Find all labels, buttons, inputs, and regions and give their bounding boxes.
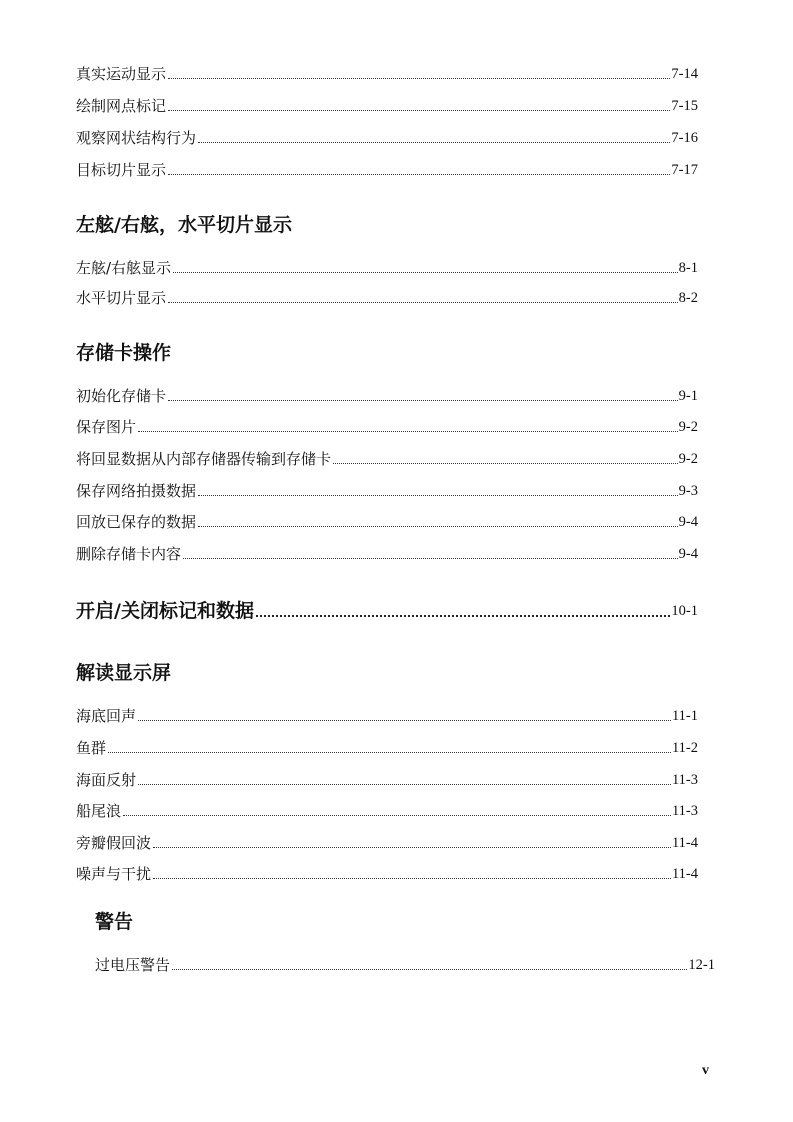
dot-leader xyxy=(172,968,687,970)
toc-main-entry[interactable] xyxy=(76,597,698,623)
dot-leader xyxy=(198,525,678,527)
toc-entry-page: 7-17 xyxy=(671,162,698,178)
toc-entry[interactable] xyxy=(76,415,698,437)
toc-entry-title: 保存图片 xyxy=(76,418,137,436)
toc-entry-page: 9-1 xyxy=(678,388,698,404)
dot-leader xyxy=(168,301,678,303)
dot-leader xyxy=(168,173,670,175)
toc-entry-title: 观察网状结构行为 xyxy=(76,129,197,147)
toc-entry-title: 海底回声 xyxy=(76,707,137,725)
dot-leader xyxy=(108,751,671,753)
toc-entry-title: 删除存储卡内容 xyxy=(76,545,182,563)
toc-entry[interactable] xyxy=(76,768,698,790)
toc-entry-page: 9-3 xyxy=(678,483,698,499)
toc-entry[interactable] xyxy=(76,126,698,148)
toc-entry[interactable] xyxy=(95,953,715,975)
toc-entry[interactable] xyxy=(76,479,698,501)
dot-leader xyxy=(198,141,670,143)
toc-entry-title: 初始化存储卡 xyxy=(76,387,167,405)
toc-entry[interactable] xyxy=(76,542,698,564)
dot-leader xyxy=(168,399,678,401)
dot-leader xyxy=(168,109,670,111)
toc-entry-page: 7-14 xyxy=(671,66,698,82)
dot-leader xyxy=(138,430,678,432)
toc-entry[interactable] xyxy=(76,94,698,116)
toc-entry-title: 鱼群 xyxy=(76,739,107,757)
dot-leader xyxy=(123,814,671,816)
toc-entry[interactable] xyxy=(76,62,698,84)
toc-entry-title: 旁瓣假回波 xyxy=(76,834,152,852)
dot-leader xyxy=(168,77,670,79)
toc-entry-title: 将回显数据从内部存储器传输到存储卡 xyxy=(76,450,332,468)
toc-entry-title: 海面反射 xyxy=(76,771,137,789)
toc-entry-page: 8-2 xyxy=(678,290,698,306)
toc-entry-page: 7-15 xyxy=(671,98,698,114)
toc-entry[interactable] xyxy=(76,256,698,278)
dot-leader xyxy=(198,494,678,496)
toc-entry-page: 11-1 xyxy=(671,708,698,724)
toc-entry-title: 绘制网点标记 xyxy=(76,97,167,115)
toc-entry-page: 9-2 xyxy=(678,451,698,467)
toc-entry[interactable] xyxy=(76,799,698,821)
toc-entry-page: 9-2 xyxy=(678,419,698,435)
section-heading: 存储卡操作 xyxy=(76,342,172,364)
toc-entry-title: 水平切片显示 xyxy=(76,289,167,307)
toc-entry-title: 保存网络拍摄数据 xyxy=(76,482,197,500)
toc-entry-page: 8-1 xyxy=(678,260,698,276)
toc-entry[interactable] xyxy=(76,286,698,308)
toc-entry[interactable] xyxy=(76,862,698,884)
toc-entry-title: 开启/关闭标记和数据 xyxy=(76,600,254,622)
toc-entry[interactable] xyxy=(76,158,698,180)
toc-entry[interactable] xyxy=(76,447,698,469)
toc-entry-title: 真实运动显示 xyxy=(76,65,167,83)
toc-entry-page: 11-2 xyxy=(671,740,698,756)
toc-entry-page: 9-4 xyxy=(678,546,698,562)
section-heading: 左舷/右舷，水平切片显示 xyxy=(76,214,292,236)
toc-entry[interactable] xyxy=(76,510,698,532)
toc-entry-page: 7-16 xyxy=(671,130,698,146)
dot-leader xyxy=(138,719,671,721)
toc-entry-page: 11-4 xyxy=(671,866,698,882)
dot-leader xyxy=(183,557,678,559)
toc-entry-page: 11-3 xyxy=(671,772,698,788)
dot-leader xyxy=(153,877,671,879)
toc-entry-page: 10-1 xyxy=(671,603,698,619)
toc-entry[interactable] xyxy=(76,831,698,853)
dot-leader xyxy=(256,614,670,617)
toc-entry[interactable] xyxy=(76,704,698,726)
toc-entry[interactable] xyxy=(76,736,698,758)
section-heading: 警告 xyxy=(95,911,134,933)
toc-entry[interactable] xyxy=(76,384,698,406)
toc-entry-title: 左舷/右舷显示 xyxy=(76,259,172,277)
dot-leader xyxy=(138,783,671,785)
toc-entry-title: 噪声与干扰 xyxy=(76,865,152,883)
toc-entry-title: 船尾浪 xyxy=(76,802,122,820)
dot-leader xyxy=(333,462,678,464)
toc-entry-title: 回放已保存的数据 xyxy=(76,513,197,531)
toc-entry-title: 过电压警告 xyxy=(95,956,171,974)
dot-leader xyxy=(153,846,671,848)
toc-entry-page: 11-4 xyxy=(671,835,698,851)
section-heading: 解读显示屏 xyxy=(76,662,172,684)
toc-entry-page: 12-1 xyxy=(688,957,715,973)
dot-leader xyxy=(173,271,678,273)
toc-entry-page: 9-4 xyxy=(678,514,698,530)
page-number: v xyxy=(702,1063,709,1078)
toc-entry-page: 11-3 xyxy=(671,803,698,819)
toc-entry-title: 目标切片显示 xyxy=(76,161,167,179)
